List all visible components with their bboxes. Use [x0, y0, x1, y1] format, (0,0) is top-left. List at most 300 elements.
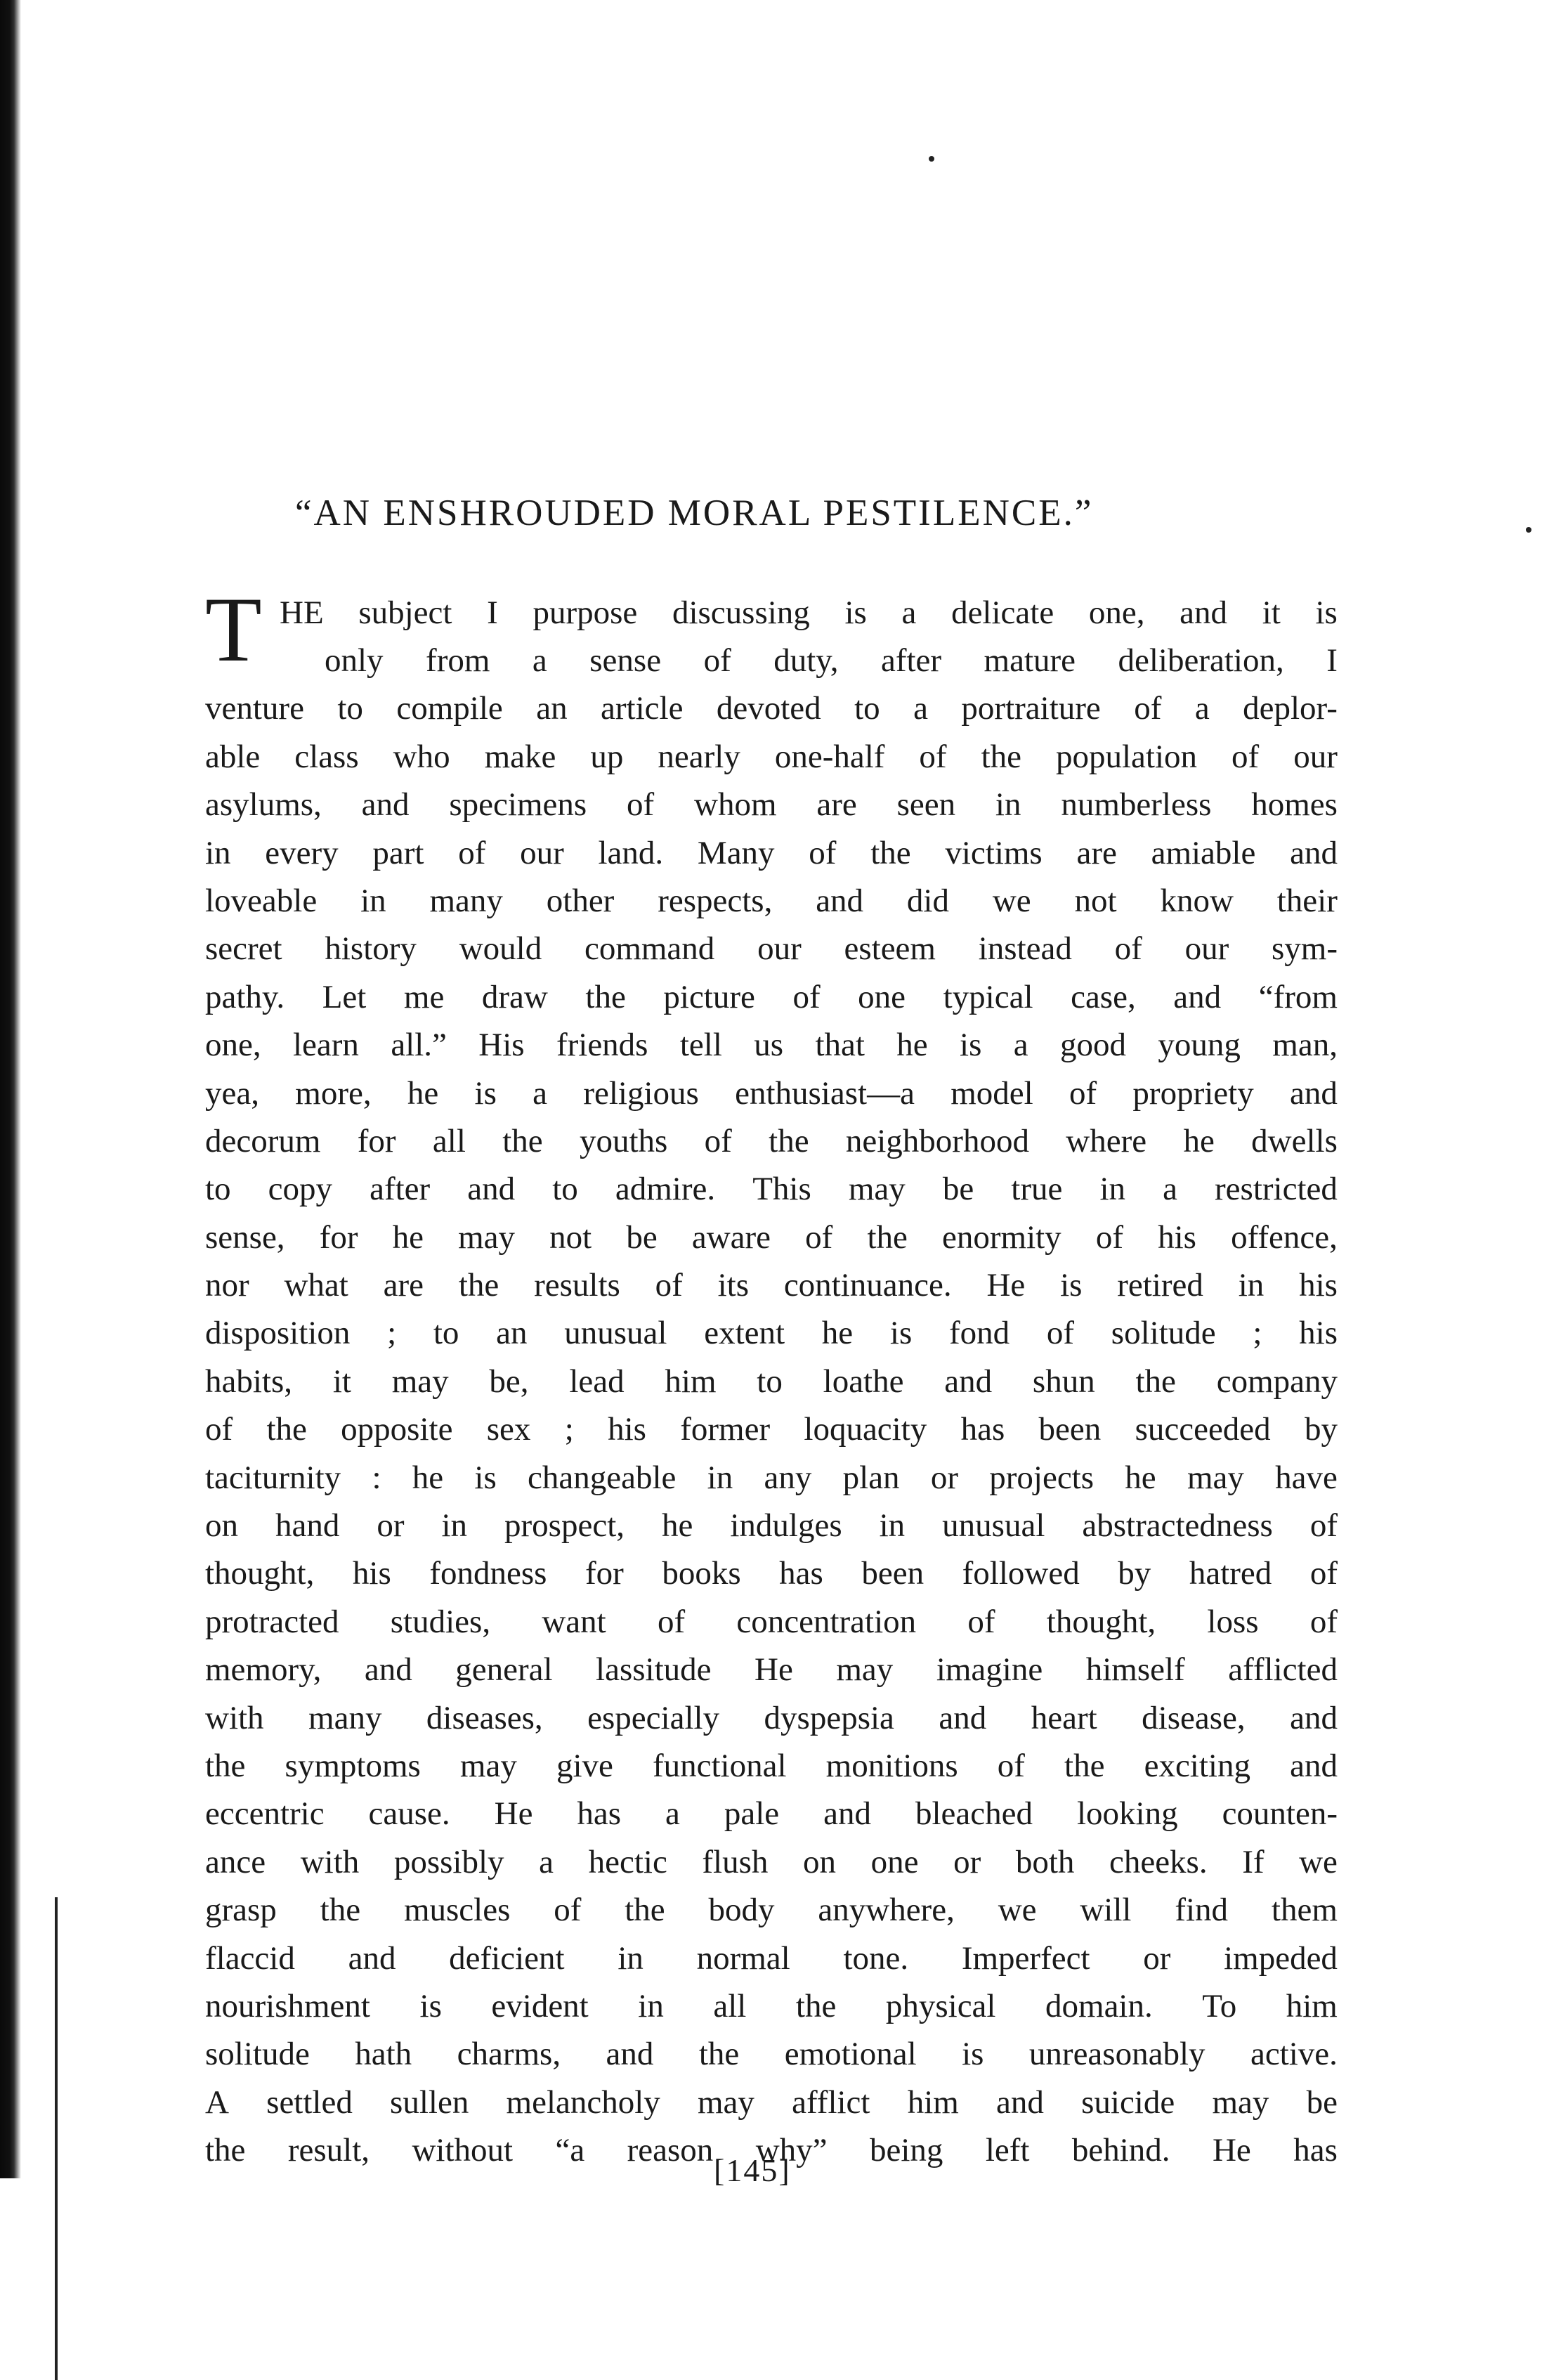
- word: of: [1309, 1555, 1338, 1592]
- word: is: [474, 1459, 497, 1496]
- word: may: [459, 1747, 517, 1784]
- word: retired: [1117, 1267, 1203, 1304]
- word: give: [556, 1747, 613, 1784]
- word: him: [1286, 1987, 1338, 2024]
- word: yea,: [205, 1074, 259, 1112]
- text-line: [205, 1549, 1338, 1597]
- word: every: [265, 834, 339, 871]
- word: copy: [268, 1171, 333, 1208]
- word: nearly: [658, 738, 740, 775]
- word: typical: [943, 978, 1033, 1015]
- first-line: [280, 589, 1338, 637]
- word: make: [484, 738, 556, 775]
- text-line: [205, 1165, 1338, 1213]
- word: our: [1293, 738, 1338, 775]
- text-line: [205, 637, 1338, 684]
- word: good: [1060, 1027, 1127, 1064]
- word: sense: [589, 642, 662, 679]
- word: man,: [1272, 1027, 1338, 1064]
- word: reason: [627, 2132, 714, 2169]
- word: counten-: [1222, 1795, 1338, 1833]
- word: hath: [355, 2036, 412, 2073]
- word: If: [1242, 1843, 1265, 1880]
- text-line: [205, 1934, 1338, 1982]
- text-line: [205, 1838, 1338, 1886]
- text-line: [205, 1261, 1338, 1309]
- word: eccentric: [205, 1795, 325, 1833]
- word: may: [458, 1218, 516, 1256]
- word: by: [1118, 1555, 1151, 1592]
- word: did: [906, 882, 949, 919]
- word: in: [638, 1987, 664, 2024]
- word: of: [627, 786, 655, 824]
- word: all.”: [391, 1027, 447, 1064]
- word: ;: [564, 1411, 574, 1448]
- word: religious: [583, 1074, 699, 1112]
- word: disposition: [205, 1315, 351, 1352]
- word: he: [407, 1074, 439, 1112]
- word: and: [364, 1651, 412, 1689]
- word: them: [1271, 1892, 1338, 1929]
- word: us: [754, 1027, 784, 1064]
- word: both: [1015, 1843, 1075, 1880]
- word: opposite: [341, 1411, 453, 1448]
- word: he: [1125, 1459, 1156, 1496]
- word: article: [601, 690, 684, 727]
- word: and: [348, 1939, 396, 1977]
- word: unreasonably: [1028, 2036, 1206, 2073]
- word: Let: [322, 978, 367, 1015]
- word: is: [1315, 594, 1338, 631]
- word: with: [205, 1699, 264, 1736]
- word: being: [869, 2132, 943, 2169]
- word: the: [502, 1122, 543, 1159]
- word: neighborhood: [845, 1122, 1029, 1159]
- word: for: [584, 1555, 624, 1592]
- word: in: [1099, 1171, 1125, 1208]
- word: would: [459, 930, 542, 968]
- word: and: [467, 1171, 516, 1208]
- word: asylums,: [205, 786, 322, 824]
- word: not: [1074, 882, 1117, 919]
- word: active.: [1250, 2036, 1338, 2073]
- word: his: [1158, 1218, 1196, 1256]
- word: To: [1202, 1987, 1237, 2024]
- word: dyspepsia: [764, 1699, 894, 1736]
- word: without: [412, 2132, 514, 2169]
- word: where: [1066, 1122, 1147, 1159]
- word: respects,: [658, 882, 773, 919]
- word: unusual: [942, 1507, 1045, 1545]
- word: “a: [555, 2132, 585, 2169]
- text-line: [205, 1069, 1338, 1117]
- word: are: [816, 786, 857, 824]
- word: youths: [579, 1122, 668, 1159]
- word: has: [779, 1555, 823, 1592]
- word: he: [896, 1027, 928, 1064]
- word: may: [391, 1363, 449, 1400]
- word: it: [332, 1363, 351, 1400]
- word: A: [205, 2083, 229, 2121]
- word: any: [764, 1459, 812, 1496]
- word: “from: [1258, 978, 1338, 1015]
- word: monitions: [825, 1747, 958, 1784]
- word: of: [1114, 930, 1142, 968]
- word: admire.: [615, 1171, 716, 1208]
- word: a: [532, 642, 547, 679]
- word: followed: [962, 1555, 1080, 1592]
- text-line: [205, 684, 1338, 732]
- word: find: [1175, 1892, 1229, 1929]
- word: hand: [275, 1507, 340, 1545]
- word: ;: [387, 1315, 397, 1352]
- word: his: [608, 1411, 646, 1448]
- word: is: [962, 2036, 984, 2073]
- word: body: [708, 1892, 775, 1929]
- text-line: [205, 877, 1338, 925]
- word: numberless: [1061, 786, 1212, 824]
- word: fondness: [429, 1555, 547, 1592]
- word: is: [960, 1027, 982, 1064]
- word: in: [205, 834, 231, 871]
- word: and: [996, 2083, 1044, 2121]
- word: emotional: [784, 2036, 917, 2073]
- word: melancholy: [506, 2083, 660, 2121]
- word: charms,: [457, 2036, 561, 2073]
- word: him: [907, 2083, 959, 2121]
- word: possibly: [393, 1843, 504, 1880]
- word: its: [717, 1267, 749, 1304]
- word: our: [520, 834, 564, 871]
- word: of: [1134, 690, 1162, 727]
- word: specimens: [449, 786, 587, 824]
- word: a: [665, 1795, 680, 1833]
- word: friends: [556, 1027, 648, 1064]
- word: up: [590, 738, 624, 775]
- word: able: [205, 738, 261, 775]
- word: sullen: [390, 2083, 469, 2121]
- word: to: [433, 1315, 459, 1352]
- word: delicate: [951, 594, 1054, 631]
- word: deplor-: [1243, 690, 1338, 727]
- word: be: [1306, 2083, 1338, 2121]
- word: may: [1212, 2083, 1269, 2121]
- word: of: [703, 642, 731, 679]
- text-line: [205, 1646, 1338, 1693]
- word: of: [458, 834, 486, 871]
- body-text: [205, 637, 1338, 2175]
- word: hatred: [1189, 1555, 1272, 1592]
- word: the: [205, 1747, 246, 1784]
- word: a: [539, 1843, 554, 1880]
- word: of: [554, 1892, 582, 1929]
- word: of: [792, 978, 821, 1015]
- word: and: [1290, 834, 1338, 871]
- text-line: [205, 1598, 1338, 1646]
- word: after: [370, 1171, 431, 1208]
- word: one,: [1088, 594, 1145, 631]
- word: for: [357, 1122, 396, 1159]
- word: I: [1326, 642, 1338, 679]
- word: is: [1060, 1267, 1083, 1304]
- word: shun: [1032, 1363, 1095, 1400]
- text-line: [205, 1358, 1338, 1405]
- word: he: [392, 1218, 424, 1256]
- word: been: [861, 1555, 925, 1592]
- word: result,: [287, 2132, 370, 2169]
- word: may: [1187, 1459, 1244, 1496]
- word: cause.: [368, 1795, 450, 1833]
- word: our: [1184, 930, 1229, 968]
- page-number: [145]: [714, 2152, 791, 2188]
- word: or: [953, 1843, 981, 1880]
- word: Many: [697, 834, 775, 871]
- word: plan: [842, 1459, 900, 1496]
- word: all: [713, 1987, 747, 2024]
- word: solitude: [205, 2036, 310, 2073]
- word: has: [577, 1795, 622, 1833]
- word: case,: [1071, 978, 1136, 1015]
- word: amiable: [1151, 834, 1256, 871]
- word: behind.: [1071, 2132, 1170, 2169]
- word: him: [665, 1363, 717, 1400]
- word: suicide: [1081, 2083, 1175, 2121]
- word: or: [930, 1459, 958, 1496]
- word: dwells: [1251, 1122, 1338, 1159]
- word: taciturnity: [205, 1459, 341, 1496]
- word: has: [1293, 2132, 1338, 2169]
- word: to: [854, 690, 880, 727]
- word: from: [426, 642, 490, 679]
- word: functional: [652, 1747, 787, 1784]
- text-line: [205, 1982, 1338, 2030]
- word: to: [337, 690, 363, 727]
- word: their: [1276, 882, 1338, 919]
- word: more,: [295, 1074, 372, 1112]
- word: one-half: [774, 738, 885, 775]
- word: the: [795, 1987, 837, 2024]
- word: enormity: [942, 1218, 1061, 1256]
- word: especially: [587, 1699, 720, 1736]
- word: disease,: [1142, 1699, 1246, 1736]
- word: changeable: [528, 1459, 677, 1496]
- word: restricted: [1215, 1171, 1338, 1208]
- word: of: [704, 1122, 732, 1159]
- word: not: [549, 1218, 592, 1256]
- word: the: [585, 978, 626, 1015]
- word: succeeded: [1135, 1411, 1271, 1448]
- word: in: [618, 1939, 643, 1977]
- word: only: [325, 642, 384, 679]
- word: of: [919, 738, 947, 775]
- word: who: [393, 738, 450, 775]
- word: former: [680, 1411, 771, 1448]
- word: nourishment: [205, 1987, 370, 2024]
- word: unusual: [564, 1315, 667, 1352]
- word: in: [879, 1507, 906, 1545]
- word: of: [967, 1603, 995, 1640]
- word: he: [662, 1507, 693, 1545]
- text-line: [205, 1790, 1338, 1838]
- word: for: [319, 1218, 358, 1256]
- text-line: [205, 1502, 1338, 1549]
- word: indulges: [730, 1507, 842, 1545]
- word: picture: [663, 978, 755, 1015]
- word: portraiture: [961, 690, 1101, 727]
- word: settled: [266, 2083, 353, 2121]
- word: and: [944, 1363, 993, 1400]
- word: of: [1069, 1074, 1097, 1112]
- word: to: [757, 1363, 783, 1400]
- word: an: [496, 1315, 528, 1352]
- word: and: [823, 1795, 872, 1833]
- word: He: [494, 1795, 533, 1833]
- word: imagine: [936, 1651, 1043, 1689]
- word: one: [870, 1843, 919, 1880]
- word: loss: [1207, 1603, 1259, 1640]
- text-line: [205, 781, 1338, 828]
- word: of: [655, 1267, 683, 1304]
- word: history: [325, 930, 417, 968]
- word: and: [1173, 978, 1222, 1015]
- word: lead: [569, 1363, 625, 1400]
- word: concentration: [736, 1603, 917, 1640]
- word: and: [1290, 1747, 1338, 1784]
- word: physical: [885, 1987, 996, 2024]
- word: of: [1309, 1507, 1338, 1545]
- word: He: [754, 1651, 793, 1689]
- word: draw: [481, 978, 548, 1015]
- word: the: [320, 1892, 361, 1929]
- scan-speck: [1526, 527, 1531, 533]
- word: true: [1011, 1171, 1063, 1208]
- text-line: [205, 733, 1338, 781]
- word: will: [1080, 1892, 1132, 1929]
- text-line: [205, 1021, 1338, 1069]
- word: the: [625, 1892, 665, 1929]
- word: the: [870, 834, 911, 871]
- word: He: [986, 1267, 1026, 1304]
- word: a: [533, 1074, 548, 1112]
- word: of: [809, 834, 837, 871]
- word: with: [300, 1843, 360, 1880]
- word: offence,: [1231, 1218, 1338, 1256]
- word: of: [205, 1411, 233, 1448]
- word: all: [432, 1122, 466, 1159]
- text-line: [205, 925, 1338, 973]
- word: in: [707, 1459, 733, 1496]
- word: he: [412, 1459, 444, 1496]
- word: exciting: [1144, 1747, 1250, 1784]
- word: be: [626, 1218, 658, 1256]
- word: subject: [358, 594, 452, 631]
- word: duty,: [773, 642, 839, 679]
- word: decorum: [205, 1122, 321, 1159]
- word: and: [606, 2036, 654, 2073]
- word: habits,: [205, 1363, 293, 1400]
- word: This: [752, 1171, 811, 1208]
- word: and: [1290, 1699, 1338, 1736]
- word: a: [1013, 1027, 1028, 1064]
- word: may: [836, 1651, 894, 1689]
- word: His: [478, 1027, 525, 1064]
- word: and: [361, 786, 410, 824]
- word: hectic: [588, 1843, 667, 1880]
- word: the: [1135, 1363, 1176, 1400]
- binding-edge: [0, 0, 21, 2178]
- word: and: [1289, 1074, 1338, 1112]
- word: aware: [691, 1218, 771, 1256]
- word: loathe: [823, 1363, 904, 1400]
- word: is: [474, 1074, 497, 1112]
- word: normal: [696, 1939, 790, 1977]
- word: symptoms: [285, 1747, 421, 1784]
- word: pathy.: [205, 978, 285, 1015]
- word: are: [1076, 834, 1117, 871]
- word: bleached: [915, 1795, 1033, 1833]
- word: deficient: [449, 1939, 565, 1977]
- word: secret: [205, 930, 282, 968]
- word: prospect,: [504, 1507, 625, 1545]
- word: an: [536, 690, 568, 727]
- word: I: [487, 594, 498, 631]
- word: esteem: [844, 930, 936, 968]
- word: me: [403, 978, 445, 1015]
- word: one,: [205, 1027, 261, 1064]
- text-line: [205, 1214, 1338, 1261]
- word: looking: [1076, 1795, 1178, 1833]
- word: Imperfect: [961, 1939, 1090, 1977]
- word: and: [1180, 594, 1228, 631]
- chapter-title: “AN ENSHROUDED MORAL PESTILENCE.”: [295, 493, 1094, 533]
- word: model: [950, 1074, 1033, 1112]
- word: we: [1299, 1843, 1338, 1880]
- word: domain.: [1045, 1987, 1153, 2024]
- word: tone.: [843, 1939, 909, 1977]
- word: on: [205, 1507, 238, 1545]
- word: class: [294, 738, 359, 775]
- word: his: [1299, 1315, 1338, 1352]
- word: mature: [984, 642, 1076, 679]
- text-line: [205, 2079, 1338, 2126]
- word: abstractedness: [1082, 1507, 1273, 1545]
- word: may: [698, 2083, 754, 2121]
- word: diseases,: [426, 1699, 543, 1736]
- word: evident: [491, 1987, 589, 2024]
- word: left: [985, 2132, 1030, 2169]
- text-line: [205, 2030, 1338, 2078]
- word: is: [889, 1315, 913, 1352]
- word: to: [552, 1171, 578, 1208]
- word: continuance.: [783, 1267, 952, 1304]
- word: whom: [694, 786, 777, 824]
- word: lassitude: [596, 1651, 712, 1689]
- word: the: [1064, 1747, 1105, 1784]
- word: that: [815, 1027, 865, 1064]
- word: in: [995, 786, 1021, 824]
- word: cheeks.: [1109, 1843, 1208, 1880]
- word: thought,: [1046, 1603, 1156, 1640]
- word: afflict: [792, 2083, 870, 2121]
- word: his: [1299, 1267, 1338, 1304]
- word: why”: [755, 2132, 828, 2169]
- text-line: [205, 829, 1338, 877]
- word: memory,: [205, 1651, 322, 1689]
- word: ance: [205, 1843, 266, 1880]
- word: want: [542, 1603, 606, 1640]
- word: on: [803, 1843, 836, 1880]
- word: compile: [396, 690, 503, 727]
